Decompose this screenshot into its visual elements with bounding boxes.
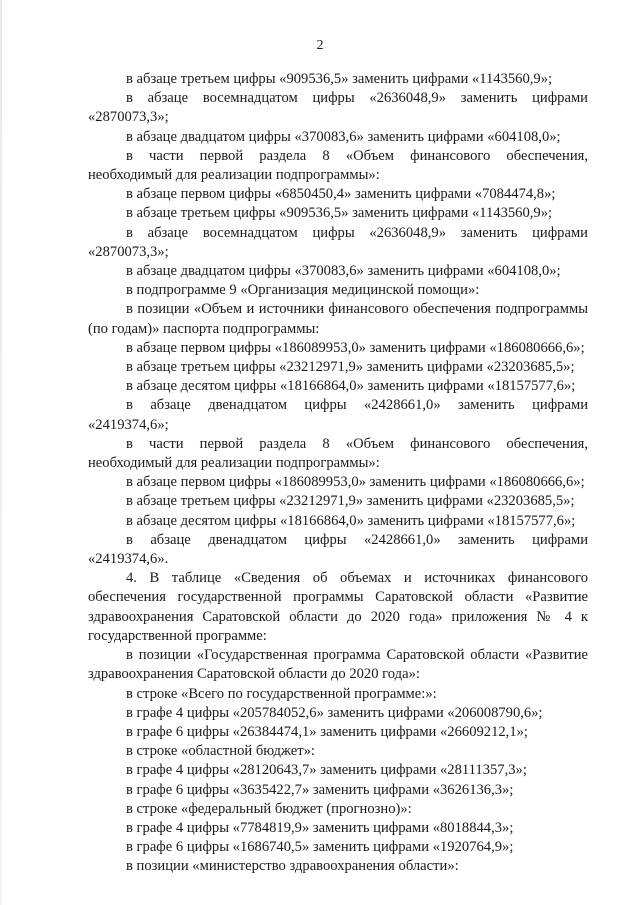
- paragraph: в абзаце десятом цифры «18166864,0» заменить цифрами «18157577,6»;: [126, 378, 576, 395]
- paragraph: в абзаце третьем цифры «23212971,9» заменить цифрами «23203685,5»;: [126, 359, 575, 376]
- paragraph: 4. В таблице «Сведения об объемах и источниках финансового обеспечения государственной программы Саратовской области «Развитие здравоохранения Саратовской области до 2020 года» приложения № 4 к государственной программе:: [88, 570, 588, 644]
- paragraph: в подпрограмме 9 «Организация медицинской помощи»:: [126, 282, 480, 299]
- paragraph: в графе 6 цифры «1686740,5» заменить цифрами «1920764,9»;: [126, 839, 514, 856]
- paragraph: в строке «Всего по государственной программе:»:: [126, 685, 437, 702]
- paragraph: в абзаце первом цифры «6850450,4» заменить цифрами «7084474,8»;: [126, 186, 556, 203]
- paragraph: в абзаце двадцатом цифры «370083,6» заменить цифрами «604108,0»;: [126, 263, 561, 280]
- paragraph: в графе 6 цифры «26384474,1» заменить цифрами «26609212,1»;: [126, 723, 528, 740]
- paragraph: в абзаце первом цифры «186089953,0» заменить цифрами «186080666,6»;: [126, 339, 585, 356]
- paragraph: в абзаце восемнадцатом цифры «2636048,9» заменить цифрами «2870073,3»;: [88, 90, 588, 126]
- paragraph: в графе 4 цифры «205784052,6» заменить цифрами «206008790,6»;: [126, 704, 543, 721]
- paragraph: в абзаце первом цифры «186089953,0» заменить цифрами «186080666,6»;: [126, 474, 585, 491]
- paragraph: в абзаце третьем цифры «909536,5» заменить цифрами «1143560,9»;: [126, 205, 553, 222]
- scan-edge: [0, 0, 2, 905]
- document-body: [88, 70, 588, 877]
- paragraph: в позиции «Объем и источники финансового обеспечения подпрограммы (по годам)» паспорта подпрограммы:: [88, 301, 588, 337]
- paragraph: в части первой раздела 8 «Объем финансового обеспечения, необходимый для реализации подпрограммы»:: [88, 435, 588, 472]
- paragraph: в абзаце двадцатом цифры «370083,6» заменить цифрами «604108,0»;: [126, 128, 561, 145]
- paragraph: в абзаце двенадцатом цифры «2428661,0» заменить цифрами «2419374,6»;: [88, 397, 588, 433]
- paragraph: в графе 4 цифры «28120643,7» заменить цифрами «28111357,3»;: [126, 762, 527, 779]
- paragraph: в графе 6 цифры «3635422,7» заменить цифрами «3626136,3»;: [126, 781, 514, 798]
- paragraph: в позиции «Государственная программа Саратовской области «Развитие здравоохранения Саратовской области до 2020 года»:: [88, 647, 588, 683]
- paragraph: в абзаце десятом цифры «18166864,0» заменить цифрами «18157577,6»;: [126, 512, 576, 529]
- page-number: 2: [316, 38, 324, 53]
- paragraph: в абзаце двенадцатом цифры «2428661,0» заменить цифрами «2419374,6».: [88, 531, 588, 568]
- paragraph: в абзаце восемнадцатом цифры «2636048,9» заменить цифрами «2870073,3»;: [88, 224, 588, 260]
- paragraph: в абзаце третьем цифры «909536,5» заменить цифрами «1143560,9»;: [126, 71, 553, 87]
- paragraph: в графе 4 цифры «7784819,9» заменить цифрами «8018844,3»;: [126, 819, 514, 836]
- paragraph: в позиции «министерство здравоохранения области»:: [126, 858, 459, 875]
- paragraph: в части первой раздела 8 «Объем финансового обеспечения, необходимый для реализации подпрограммы»:: [88, 147, 588, 184]
- paragraph: в строке «областной бюджет»:: [126, 743, 315, 760]
- paragraph: в строке «федеральный бюджет (прогнозно)»:: [126, 800, 412, 817]
- paragraph: в абзаце третьем цифры «23212971,9» заменить цифрами «23203685,5»;: [126, 493, 575, 510]
